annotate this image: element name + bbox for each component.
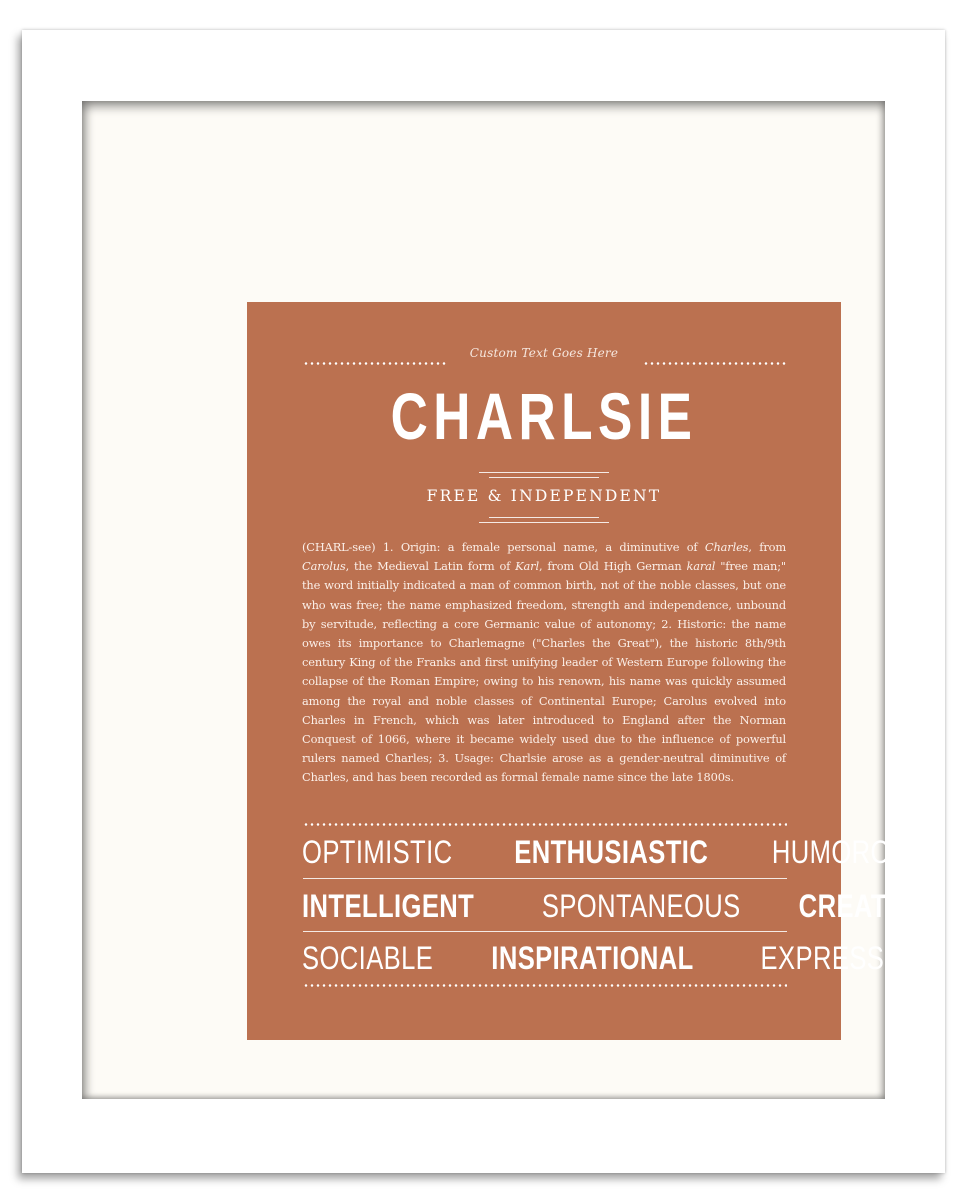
- divider-line: [489, 477, 599, 478]
- trait-word: INTELLIGENT: [302, 887, 475, 924]
- trait-row: [302, 938, 927, 978]
- trait-word: SOCIABLE: [302, 939, 434, 976]
- definition-italic: karal: [686, 559, 716, 574]
- definition-italic: Karl: [515, 559, 539, 574]
- trait-row: [302, 832, 927, 872]
- trait-divider: [303, 931, 787, 932]
- name-definition: [302, 538, 786, 788]
- definition-text: , from: [748, 540, 786, 554]
- trait-divider: [303, 878, 787, 879]
- definition-italic: Carolus: [302, 559, 346, 574]
- dotted-rule-traits-bottom: [303, 984, 787, 987]
- mat-board: [82, 101, 930, 1099]
- name-poster: [247, 302, 930, 1040]
- divider-line: [489, 517, 599, 518]
- trait-word: HUMOROUS: [771, 833, 927, 870]
- custom-text: Custom Text Goes Here: [469, 346, 619, 360]
- trait-word: CREATIVE: [798, 887, 930, 924]
- definition-italic: Charles: [704, 540, 749, 554]
- picture-frame: [22, 30, 945, 1173]
- poster-name: CHARLSIE: [390, 379, 698, 453]
- trait-row: [302, 886, 930, 926]
- definition-text: , the Medieval Latin form of: [345, 559, 516, 574]
- tagline: FREE & INDEPENDENT: [426, 487, 662, 505]
- trait-word: SPONTANEOUS: [542, 887, 741, 924]
- dotted-rule-top-right: [643, 362, 787, 365]
- definition-text: "free man;" the word initially indicated a man of common birth, not of the noble classes, but one who was free; the name emphasized freedom, strength and independence, unbound by servitude, reflecting a core Germanic value of autonomy; 2. Historic: the name owes its importance to Charlemagne ("Charles the Great"), the historic 8th/9th century King of the Franks and first unifying leader of Western Europe following the collapse of the Roman Empire; owing to his renown, his name was quickly assumed among the royal and noble classes of Continental Europe; Carolus evolved into Charles in French, which was later introduced to England after the Norman Conquest of 1066, where it became widely used due to the influence of powerful rulers named Charles; 3. Usage: Charlsie arose as a gender-neutral diminutive of Charles, and has been recorded as formal female name since the late 1800s.: [302, 559, 786, 785]
- trait-word: EXPRESSIVE: [760, 939, 927, 976]
- trait-word: OPTIMISTIC: [302, 833, 453, 870]
- dotted-rule-top-left: [303, 362, 447, 365]
- divider-line: [479, 522, 609, 523]
- trait-word: INSPIRATIONAL: [491, 939, 694, 976]
- definition-text: , from Old High German: [538, 559, 687, 574]
- divider-line: [479, 472, 609, 473]
- dotted-rule-traits-top: [303, 823, 787, 826]
- definition-text: (CHARL-see) 1. Origin: a female personal name, a diminutive of: [302, 540, 705, 554]
- trait-word: ENTHUSIASTIC: [514, 833, 709, 870]
